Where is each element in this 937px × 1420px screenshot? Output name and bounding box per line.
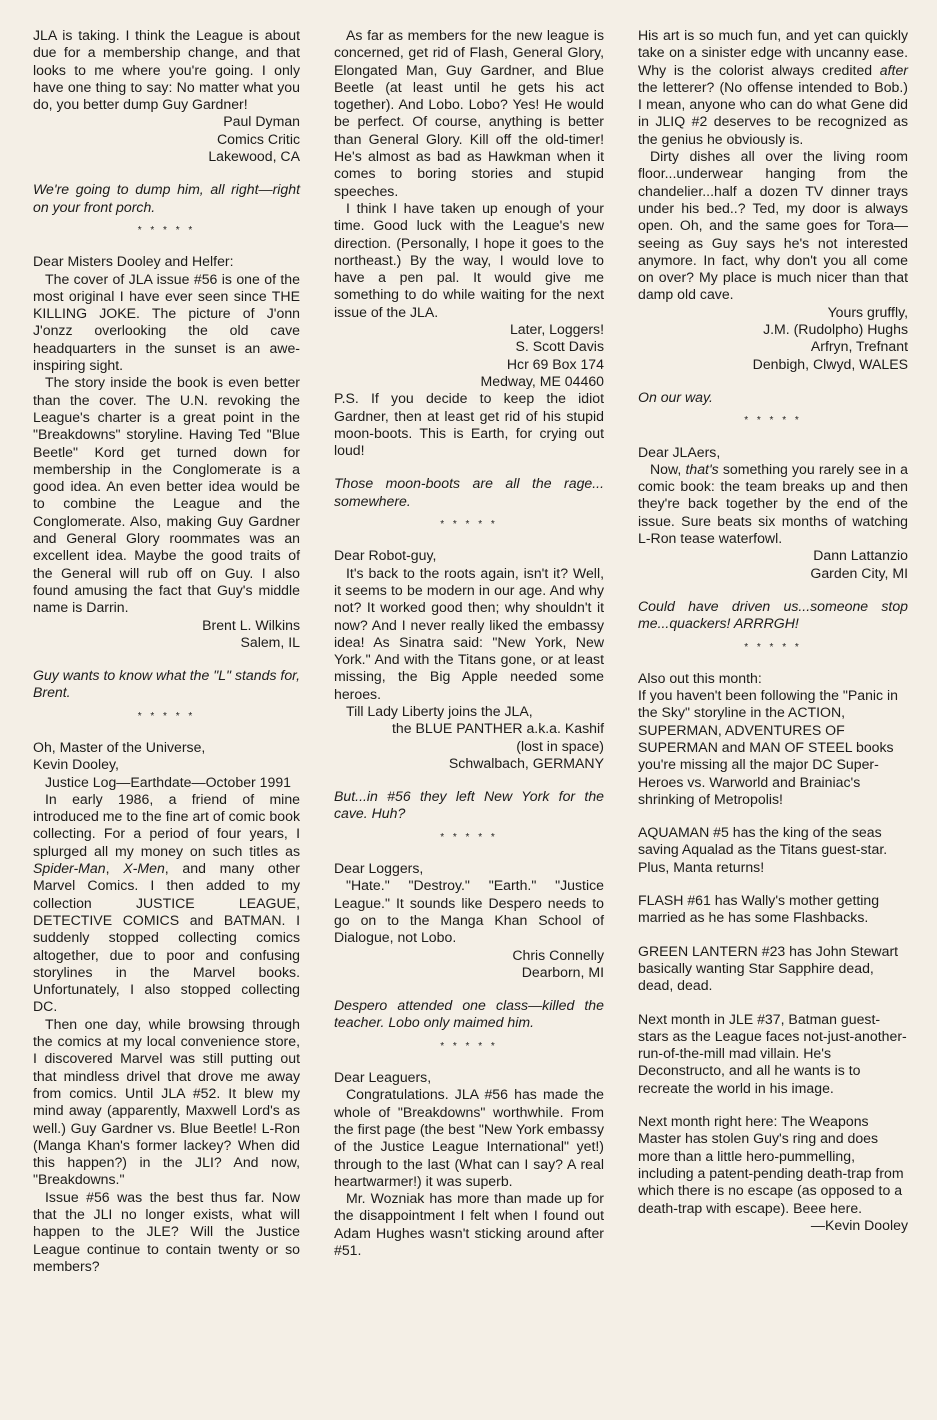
letter-greeting: Kevin Dooley, — [33, 756, 119, 773]
signature-name: S. Scott Davis — [515, 338, 604, 355]
announcements-heading: Also out this month: — [638, 669, 762, 686]
announcement-item: Next month in JLE #37, Batman guest-stars as the League faces not-just-another-run-of-the-mill mad villain. He's Deconstructo, and all he wants is to recreate the world in his image. — [638, 1010, 907, 1096]
letter-text: Congratulations. JLA #56 has made the whole of "Breakdowns" worthwhile. From the first page (the best "New York embassy of the Justice League International" yet!) through to the last (What can I say? A real heartwarmer!) it was superb. — [334, 1086, 604, 1189]
separator-stars: * * * * * — [440, 519, 498, 531]
text-run: something you rarely see in a comic book: the team breaks up and then they're back together by the end of the issue. Sure beats six months of watching L-Ron tease waterfowl. — [638, 460, 908, 547]
signature-name: Chris Connelly — [512, 946, 604, 963]
editor-reply: Those moon-boots are all the rage... somewhere. — [334, 475, 604, 509]
letter-text: Mr. Wozniak has more than made up for the disappointment I felt when I found out Adam Hughes wasn't sticking around after #51. — [334, 1190, 604, 1258]
letter-text: Till Lady Liberty joins the JLA, — [346, 702, 533, 719]
letter-text: The story inside the book is even better than the cover. The U.N. revoking the League's charter is a great point in the "Breakdowns" storyline. Having Ted "Blue Beetle" Kord get turned down for membership in the Conglomerate is a good idea. An even better idea would be to combine the League and the Conglomerate. Also, making Guy Gardner and General Glory roommates was an excellent idea. Maybe the good traits of the General will rub off on Guy. I also found amusing the fact that Guy's middle name is Darrin. — [33, 374, 300, 616]
letter-text: Issue #56 was the best thus far. Now that the JLI no longer exists, what will happen to the JLE? Will the Justice League continue to contain twenty or so members? — [33, 1188, 300, 1274]
letter-text: In early 1986, a friend of mine introduced me to the fine art of comic book collecting. For a period of four years, I splurged all my money on such titles as Spider-Man, X-Men, and many other Marvel Comics. I then added to my collection JUSTICE LEAGUE, DETECTIVE COMICS and BATMAN. I suddenly stopped collecting comics altogether, due to poor and confusing storylines in the Marvel books. Unfortunately, I also stopped collecting DC. — [33, 790, 300, 1015]
separator-stars: * * * * * — [137, 710, 196, 722]
emphasis-italic: that's — [685, 460, 719, 477]
signature-closing: Yours gruffly, — [827, 303, 908, 320]
signature-location: Denbigh, Clwyd, WALES — [752, 355, 908, 372]
letter-text: JLA is taking. I think the League is about due for a membership change, and that looks to me where you're going. I only have one thing to say: No matter what you do, you better dump Guy Gardner! — [33, 27, 300, 113]
separator-stars: * * * * * — [137, 224, 196, 236]
editor-reply: But...in #56 they left New York for the cave. Huh? — [334, 788, 604, 822]
text-run: Now, — [650, 460, 682, 477]
column-3 — [638, 27, 908, 1234]
signature-location: Medway, ME 04460 — [480, 372, 604, 389]
letter-greeting: Dear Robot-guy, — [334, 547, 437, 564]
letter-text: The cover of JLA issue #56 is one of the most original I have ever seen since THE KILLING JOKE. The picture of J'onn J'onzz overlooking the old cave headquarters in the sunset is an awe-inspiring sight. — [33, 270, 300, 374]
letter-postscript: P.S. If you decide to keep the idiot Gardner, then at least get rid of his stupid moon-boots. This is Earth, for crying out loud! — [334, 390, 604, 459]
letter-text: Dirty dishes all over the living room floor...underwear hanging from the chandelier...half a dozen TV dinner trays under his bed..? Ted, my door is always open. Oh, and the same goes for Tora—seeing as Guy says he's not interested anymore. In fact, why don't you all come on over? My place is much nicer than that damp old cave. — [638, 148, 908, 303]
separator-stars: * * * * * — [744, 415, 802, 427]
separator-stars: * * * * * — [744, 641, 802, 653]
separator-stars: * * * * * — [440, 831, 498, 843]
letter-greeting: Oh, Master of the Universe, — [33, 738, 206, 755]
letter-greeting: Dear JLAers, — [638, 443, 721, 460]
signature-title: Comics Critic — [217, 130, 300, 147]
announcement-item: If you haven't been following the "Panic in the Sky" storyline in the ACTION, SUPERMAN, ADVENTURES OF SUPERMAN and MAN OF STEEL books you're missing all the major DC Super-Heroes vs. Warworld and Brainiac's shrinking of Metropolis! — [638, 687, 898, 807]
editor-reply: On our way. — [638, 388, 713, 405]
emphasis-italic: after — [879, 61, 908, 78]
editor-signoff: —Kevin Dooley — [810, 1216, 908, 1233]
column-1 — [33, 27, 300, 1275]
signature-address: Arfryn, Trefnant — [810, 338, 908, 355]
signature-location: Lakewood, CA — [208, 148, 300, 165]
title-italic: X-Men — [123, 860, 165, 877]
text-run: the letterer? (No offense intended to Bob.) I mean, anyone who can do what Gene did in JLIQ #2 deserves to be recognized as the genius he obviously is. — [638, 78, 908, 147]
signature-name: the BLUE PANTHER a.k.a. Kashif — [391, 720, 604, 737]
editor-reply: We're going to dump him, all right—right on your front porch. — [33, 181, 300, 215]
letter-text: It's back to the roots again, isn't it? Well, it seems to be modern in our age. And why not? It worked good then; why shouldn't it now? And I never really liked the embassy idea! As Sinatra said: "New York, New York." And with the Titans gone, or at least missing, the Big Apple needed some heroes. — [334, 564, 604, 702]
announcement-item: GREEN LANTERN #23 has John Stewart basically wanting Star Sapphire dead, dead, dead. — [638, 942, 899, 994]
signature-location: Schwalbach, GERMANY — [448, 754, 604, 771]
announcement-item: AQUAMAN #5 has the king of the seas saving Aqualad as the Titans guest-star. Plus, Manta returns! — [638, 824, 888, 875]
separator-stars: * * * * * — [440, 1040, 498, 1052]
signature-name: J.M. (Rudolpho) Hughs — [763, 321, 908, 338]
signature-location: Salem, IL — [240, 633, 300, 650]
signature-name: Dann Lattanzio — [813, 547, 908, 564]
letter-greeting: Dear Leaguers, — [334, 1069, 432, 1086]
letter-text: Then one day, while browsing through the comics at my local convenience store, I discovered Marvel was still putting out that mindless drivel that drove me away from comics. Until JLA #52. It blew my mind away (apparently, Maxwell Lord's as well.) Guy Gardner vs. Blue Beetle! L-Ron (Manga Khan's former lackey? When did this happen?) in the JLI? And now, "Breakdowns." — [33, 1015, 300, 1188]
text-run: His art is so much fun, and yet can quickly take on a sinister edge with uncanny ease. Why is the colorist always credited — [638, 27, 908, 78]
column-2 — [334, 27, 604, 1259]
signature-location: Garden City, MI — [810, 564, 908, 581]
signature-closing: Later, Loggers! — [509, 321, 604, 338]
editor-reply: Could have driven us...someone stop me...quackers! ARRRGH! — [638, 597, 908, 632]
letter-text: As far as members for the new league is concerned, get rid of Flash, General Glory, Elongated Man, Guy Gardner, and Blue Beetle (at least until he gets his act together). And Lobo. Lobo? Yes! He would be perfect. Of course, anything is better than General Glory. Kill off the old-timer! He's almost as bad as Hawkman when it comes to boring stories and stupid speeches. — [334, 27, 604, 199]
letter-text — [638, 461, 908, 547]
signature-location: Dearborn, MI — [521, 963, 604, 980]
letter-text — [638, 27, 908, 148]
letter-greeting: Dear Misters Dooley and Helfer: — [33, 253, 234, 270]
signature-address: Hcr 69 Box 174 — [506, 355, 604, 372]
text-run: , and many other Marvel Comics. I then added to my collection JUSTICE LEAGUE, DETECTIVE COMICS and BATMAN. I suddenly stopped collecting comics altogether, due to poor and confusing storylines in the Marvel books. Unfortunately, I also stopped collecting DC. — [33, 860, 300, 1015]
signature-name: Paul Dyman — [223, 113, 300, 130]
editor-reply: Despero attended one class—killed the teacher. Lobo only maimed him. — [334, 997, 604, 1031]
letter-text: Justice Log—Earthdate—October 1991 — [45, 773, 292, 790]
announcement-item: Next month right here: The Weapons Master has stolen Guy's ring and does more than a little hero-pummelling, including a patent-pending death-trap from which there is no escape (as opposed to a death-trap with escape). Beee here. — [638, 1113, 904, 1216]
letter-text: "Hate." "Destroy." "Earth." "Justice League." It sounds like Despero needs to go on to the Manga Khan School of Dialogue, not Lobo. — [334, 877, 604, 946]
text-run: In early 1986, a friend of mine introduced me to the fine art of comic book collecting. For a period of four years, I splurged all my money on such titles as — [33, 790, 300, 859]
signature-name: Brent L. Wilkins — [202, 616, 300, 633]
letter-greeting: Dear Loggers, — [334, 860, 424, 877]
letter-text: I think I have taken up enough of your time. Good luck with the League's new direction. (Personally, I hope it goes to the northeast.) By the way, I would love to have a pen pal. It would give me something to do while waiting for the next issue of the JLA. — [334, 199, 604, 320]
signature-note: (lost in space) — [516, 737, 604, 754]
announcement-item: FLASH #61 has Wally's mother getting married as he has some Flashbacks. — [638, 892, 880, 926]
title-italic: Spider-Man — [33, 860, 106, 877]
editor-reply: Guy wants to know what the "L" stands for, Brent. — [33, 667, 300, 701]
